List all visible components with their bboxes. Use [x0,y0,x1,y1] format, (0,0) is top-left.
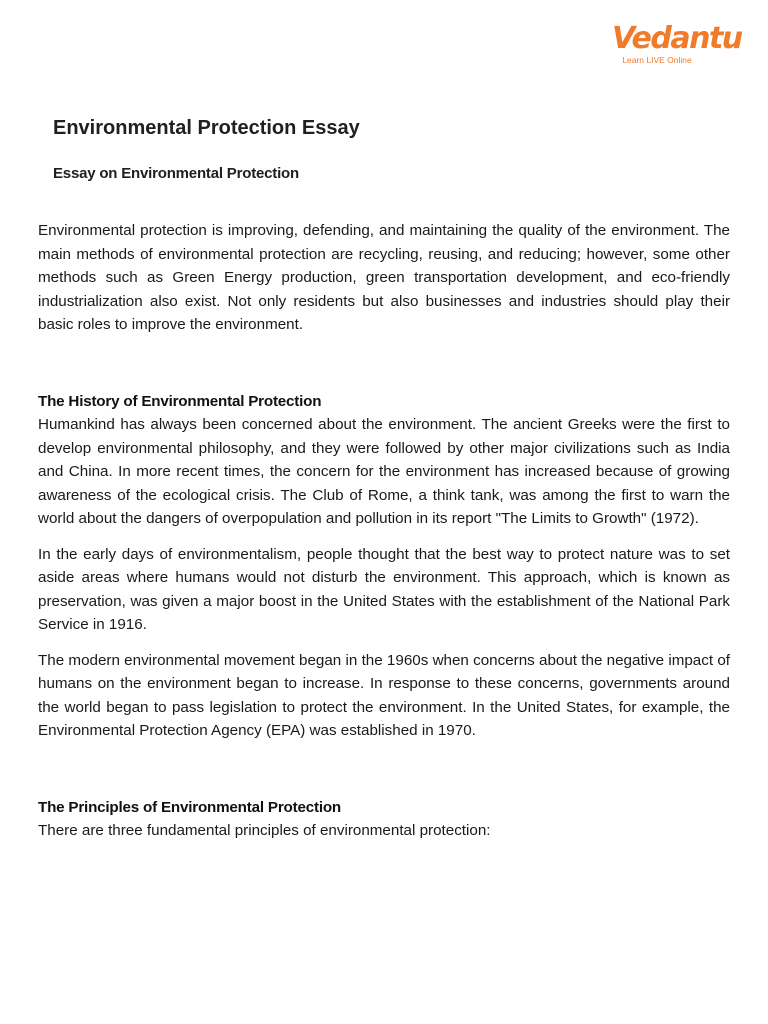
principles-heading: The Principles of Environmental Protection [38,798,341,816]
history-paragraph-3: The modern environmental movement began in the 1960s when concerns about the negative impact of humans on the environment began to increase. In response to these concerns, governments around the world began to pass legislation to protect the environment. In the United States, for example, the Environmental Protection Agency (EPA) was established in 1970. [38,651,730,739]
intro-paragraph: Environmental protection is improving, defending, and maintaining the quality of the environment. The main methods of environmental protection are recycling, reusing, and reducing; however, some other methods such as Green Energy production, green transportation development, and eco-friendly industrialization also exist. Not only residents but also businesses and industries should play their basic roles to improve the environment. [38,222,730,333]
logo-wordmark: Vedantu [612,21,742,56]
page-title: Environmental Protection Essay [53,117,360,139]
history-heading: The History of Environmental Protection [38,392,322,410]
logo-tagline: Learn LIVE Online [622,55,692,65]
page-subtitle: Essay on Environmental Protection [53,165,299,182]
principles-intro: There are three fundamental principles of environmental protection: [38,822,491,839]
vedantu-logo [612,21,742,65]
history-paragraph-2: In the early days of environmentalism, people thought that the best way to protect nature was to set aside areas where humans would not disturb the environment. This approach, which is known as preservation, was given a major boost in the United States with the establishment of the National Park Service in 1916. [38,545,730,633]
essay-body [38,219,730,843]
history-paragraph-1: Humankind has always been concerned about the environment. The ancient Greeks were the first to develop environmental philosophy, and they were followed by other major civilizations such as India and China. In more recent times, the concern for the environment has increased because of growing awareness of the ecological crisis. The Club of Rome, a think tank, was among the first to warn the world about the dangers of overpopulation and pollution in its report "The Limits to Growth" (1972). [38,416,730,527]
